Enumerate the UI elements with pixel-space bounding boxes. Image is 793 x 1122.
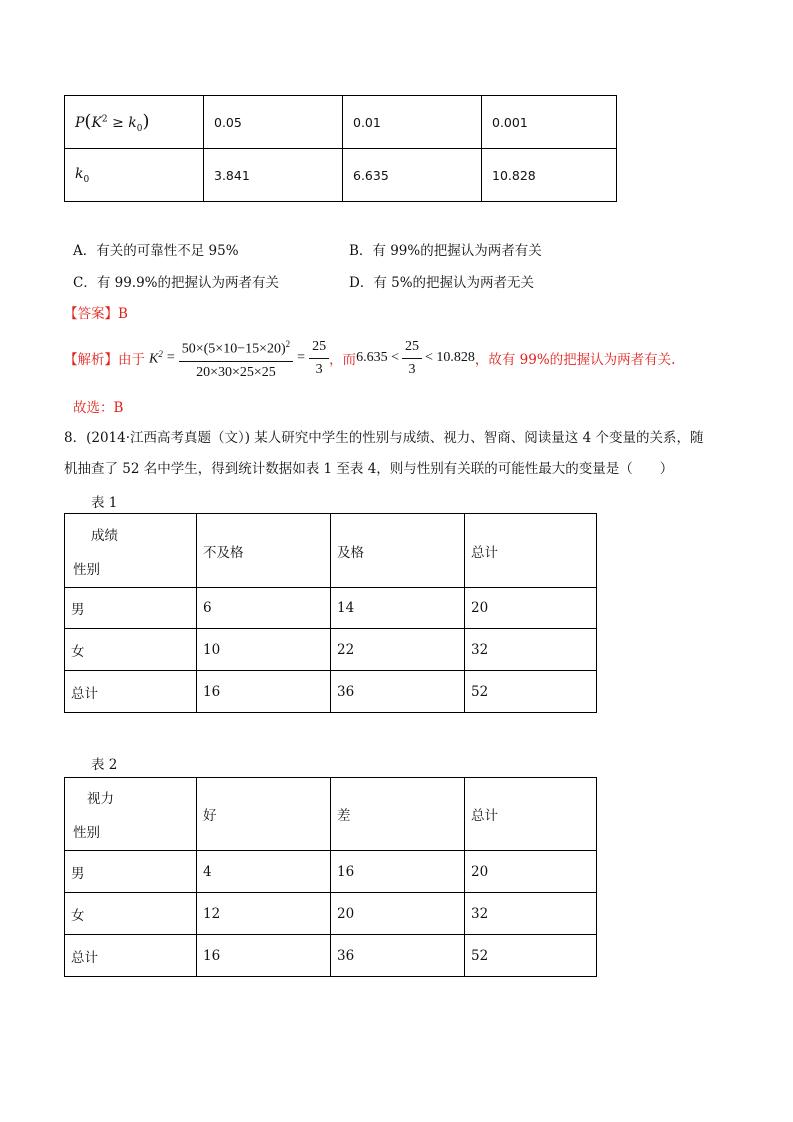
- diagonal-header-cell: [65, 778, 197, 851]
- column-header-label: 视力: [87, 791, 114, 807]
- table-cell: 32: [465, 629, 597, 671]
- row-label: 总计: [65, 935, 197, 977]
- table-cell: 20: [465, 851, 597, 893]
- row-label: 男: [65, 851, 197, 893]
- table-cell: 0.05: [204, 96, 343, 149]
- table1-caption: 表 1: [91, 495, 118, 511]
- table-cell: 16: [331, 851, 465, 893]
- table-cell: 36: [331, 935, 465, 977]
- table-cell: 6.635: [343, 149, 482, 202]
- choice-line: 故选：B: [73, 400, 124, 416]
- analysis-conclusion: ，故有 99%的把握认为两者有关.: [474, 352, 676, 369]
- table-row: [65, 893, 597, 935]
- table-cell: 3.841: [204, 149, 343, 202]
- answer-value: B: [118, 306, 128, 322]
- table-cell: 16: [197, 935, 331, 977]
- row-label: 女: [65, 893, 197, 935]
- table-cell: 16: [197, 671, 331, 713]
- diagonal-header-cell: [65, 514, 197, 588]
- table-cell: 10: [197, 629, 331, 671]
- answer-label: 【答案】: [64, 306, 118, 322]
- option-a: A．有关的可靠性不足 95%: [73, 243, 239, 259]
- row-label: 男: [65, 588, 197, 629]
- row-label: 女: [65, 629, 197, 671]
- row-header-label: 性别: [73, 561, 100, 578]
- table-cell: 0.001: [482, 96, 617, 149]
- table2-caption: 表 2: [91, 757, 118, 773]
- inequality: 6.635 < $\frac{25}{3}$ < 10.828: [356, 338, 475, 377]
- table-cell: 0.01: [343, 96, 482, 149]
- table-cell: 4: [197, 851, 331, 893]
- table-cell: 36: [331, 671, 465, 713]
- table1: [64, 513, 597, 713]
- table-header-row: [65, 514, 597, 588]
- table-row: [65, 935, 597, 977]
- table-cell: 20: [465, 588, 597, 629]
- analysis-lead: 由于: [118, 352, 145, 369]
- table-row: [65, 96, 617, 149]
- option-c: C．有 99.9%的把握认为两者有关: [73, 275, 280, 291]
- k-squared-formula: $K^2$ = $\frac{50\times(5\times 10-15\times 20)^2}{20\times 30\times 25\times 25}$ = $\frac{25}{3}$: [149, 334, 329, 383]
- question8-line1: 8．(2014·江西高考真题（文）) 某人研究中学生的性别与成绩、视力、智商、阅读量这 4 个变量的关系，随: [64, 430, 704, 446]
- answer-line: [64, 302, 128, 322]
- analysis-mid-text: ，而: [329, 352, 357, 369]
- table-cell: 52: [465, 671, 597, 713]
- table-cell: 22: [331, 629, 465, 671]
- table-header-row: [65, 778, 597, 851]
- row-header-label: 性别: [73, 825, 100, 841]
- table-cell: 12: [197, 893, 331, 935]
- column-header: 总计: [465, 778, 597, 851]
- option-b: B．有 99%的把握认为两者有关: [349, 243, 542, 259]
- question8-line2: 机抽查了 52 名中学生，得到统计数据如表 1 至表 4，则与性别有关联的可能性最大的变量是（ ）: [64, 461, 674, 477]
- table-row: [65, 149, 617, 202]
- column-header-label: 成绩: [91, 527, 118, 544]
- option-d: D．有 5%的把握认为两者无关: [349, 275, 535, 291]
- row-label-k0: $k_0$: [65, 149, 204, 202]
- analysis-label: 【解析】: [64, 352, 118, 369]
- analysis-line: [64, 334, 675, 383]
- row-label: 总计: [65, 671, 197, 713]
- column-header: 及格: [331, 514, 465, 588]
- column-header: 好: [197, 778, 331, 851]
- table-cell: 14: [331, 588, 465, 629]
- probability-table: [64, 95, 617, 202]
- table-cell: 6: [197, 588, 331, 629]
- column-header: 总计: [465, 514, 597, 588]
- table-cell: 10.828: [482, 149, 617, 202]
- table-row: [65, 629, 597, 671]
- table-row: [65, 671, 597, 713]
- table2: [64, 777, 597, 977]
- table-row: [65, 588, 597, 629]
- table-row: [65, 851, 597, 893]
- column-header: 不及格: [197, 514, 331, 588]
- row-label-p: $P(K^2 \ge k_0)$: [65, 96, 204, 149]
- column-header: 差: [331, 778, 465, 851]
- table-cell: 32: [465, 893, 597, 935]
- table-cell: 52: [465, 935, 597, 977]
- table-cell: 20: [331, 893, 465, 935]
